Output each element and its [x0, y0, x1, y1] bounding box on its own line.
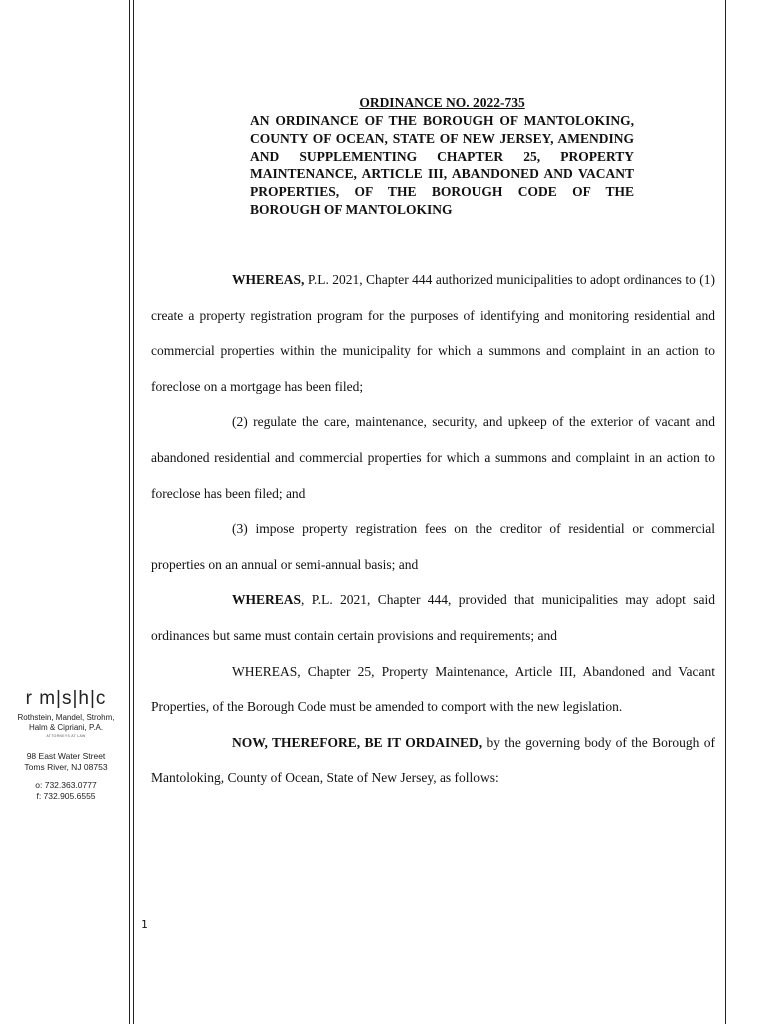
- left-margin-rule-outer: [129, 0, 130, 1024]
- firm-tagline: ATTORNEYS AT LAW: [46, 734, 86, 738]
- whereas-lead-2: WHEREAS: [232, 592, 302, 608]
- firm-address-line2: Toms River, NJ 08753: [24, 761, 108, 772]
- firm-address-line1: 98 East Water Street: [26, 751, 106, 761]
- ordinance-title: AN ORDINANCE OF THE BOROUGH OF MANTOLOKING, COUNTY OF OCEAN, STATE OF NEW JERSEY, AMENDING AND SUPPLEMENTING CHAPTER 25, PROPERTY MAINTENANCE, ARTICLE III, ABANDONED AND VACANT PROPERTIES, OF THE BOROUGH CODE OF THE BOROUGH OF MANTOLOKING: [250, 113, 634, 217]
- ordained-text: by the governing body of the Borough of Mantoloking, County of Ocean, State of New Jersey, as follows:: [151, 734, 716, 786]
- firm-name-line1: Rothstein, Mandel, Strohm,: [17, 713, 115, 722]
- right-margin-rule: [725, 0, 726, 1024]
- firm-name-line2: Halm & Cipriani, P.A.: [28, 723, 104, 732]
- firm-phone: o: 732.363.0777: [35, 780, 97, 790]
- ordinance-title-block: [250, 95, 634, 219]
- clause-paragraph-3: (3) impose property registration fees on the creditor of residential or commercial properties on an annual or semi-annual basis; and: [151, 521, 715, 572]
- left-margin-rule-inner: [133, 0, 134, 1024]
- whereas-text-1: P.L. 2021, Chapter 444 authorized municipalities to adopt ordinances to (1) create a property registration program for the purposes of identifying and monitoring residential and commercial properties within the municipality for which a summons and complaint in an action to foreclose on a mortgage has been filed;: [151, 272, 715, 394]
- page-number: 1: [141, 918, 148, 931]
- whereas-paragraph-3: WHEREAS, Chapter 25, Property Maintenance, Article III, Abandoned and Vacant Properties, of the Borough Code must be amended to comport with the new legislation.: [151, 663, 715, 715]
- firm-fax: f: 732.905.6555: [36, 790, 96, 801]
- whereas-text-2: , P.L. 2021, Chapter 444, provided that municipalities may adopt said ordinances but same must contain certain provisions and requirements; and: [151, 592, 715, 643]
- ordinance-number: ORDINANCE NO. 2022-735: [359, 95, 525, 110]
- firm-logo: r m|s|h|c: [25, 688, 107, 709]
- ordained-lead: NOW, THEREFORE, BE IT ORDAINED,: [232, 734, 483, 750]
- whereas-paragraph-2: [151, 582, 715, 653]
- law-firm-block: [8, 688, 124, 801]
- clause-paragraph-2: (2) regulate the care, maintenance, security, and upkeep of the exterior of vacant and abandoned residential and commercial properties for which a summons and complaint in an action to foreclose has been filed; and: [151, 414, 715, 501]
- whereas-paragraph-1: [151, 262, 715, 404]
- ordinance-body: [151, 262, 715, 796]
- whereas-lead-1: WHEREAS,: [232, 272, 305, 287]
- ordained-paragraph: [151, 725, 715, 796]
